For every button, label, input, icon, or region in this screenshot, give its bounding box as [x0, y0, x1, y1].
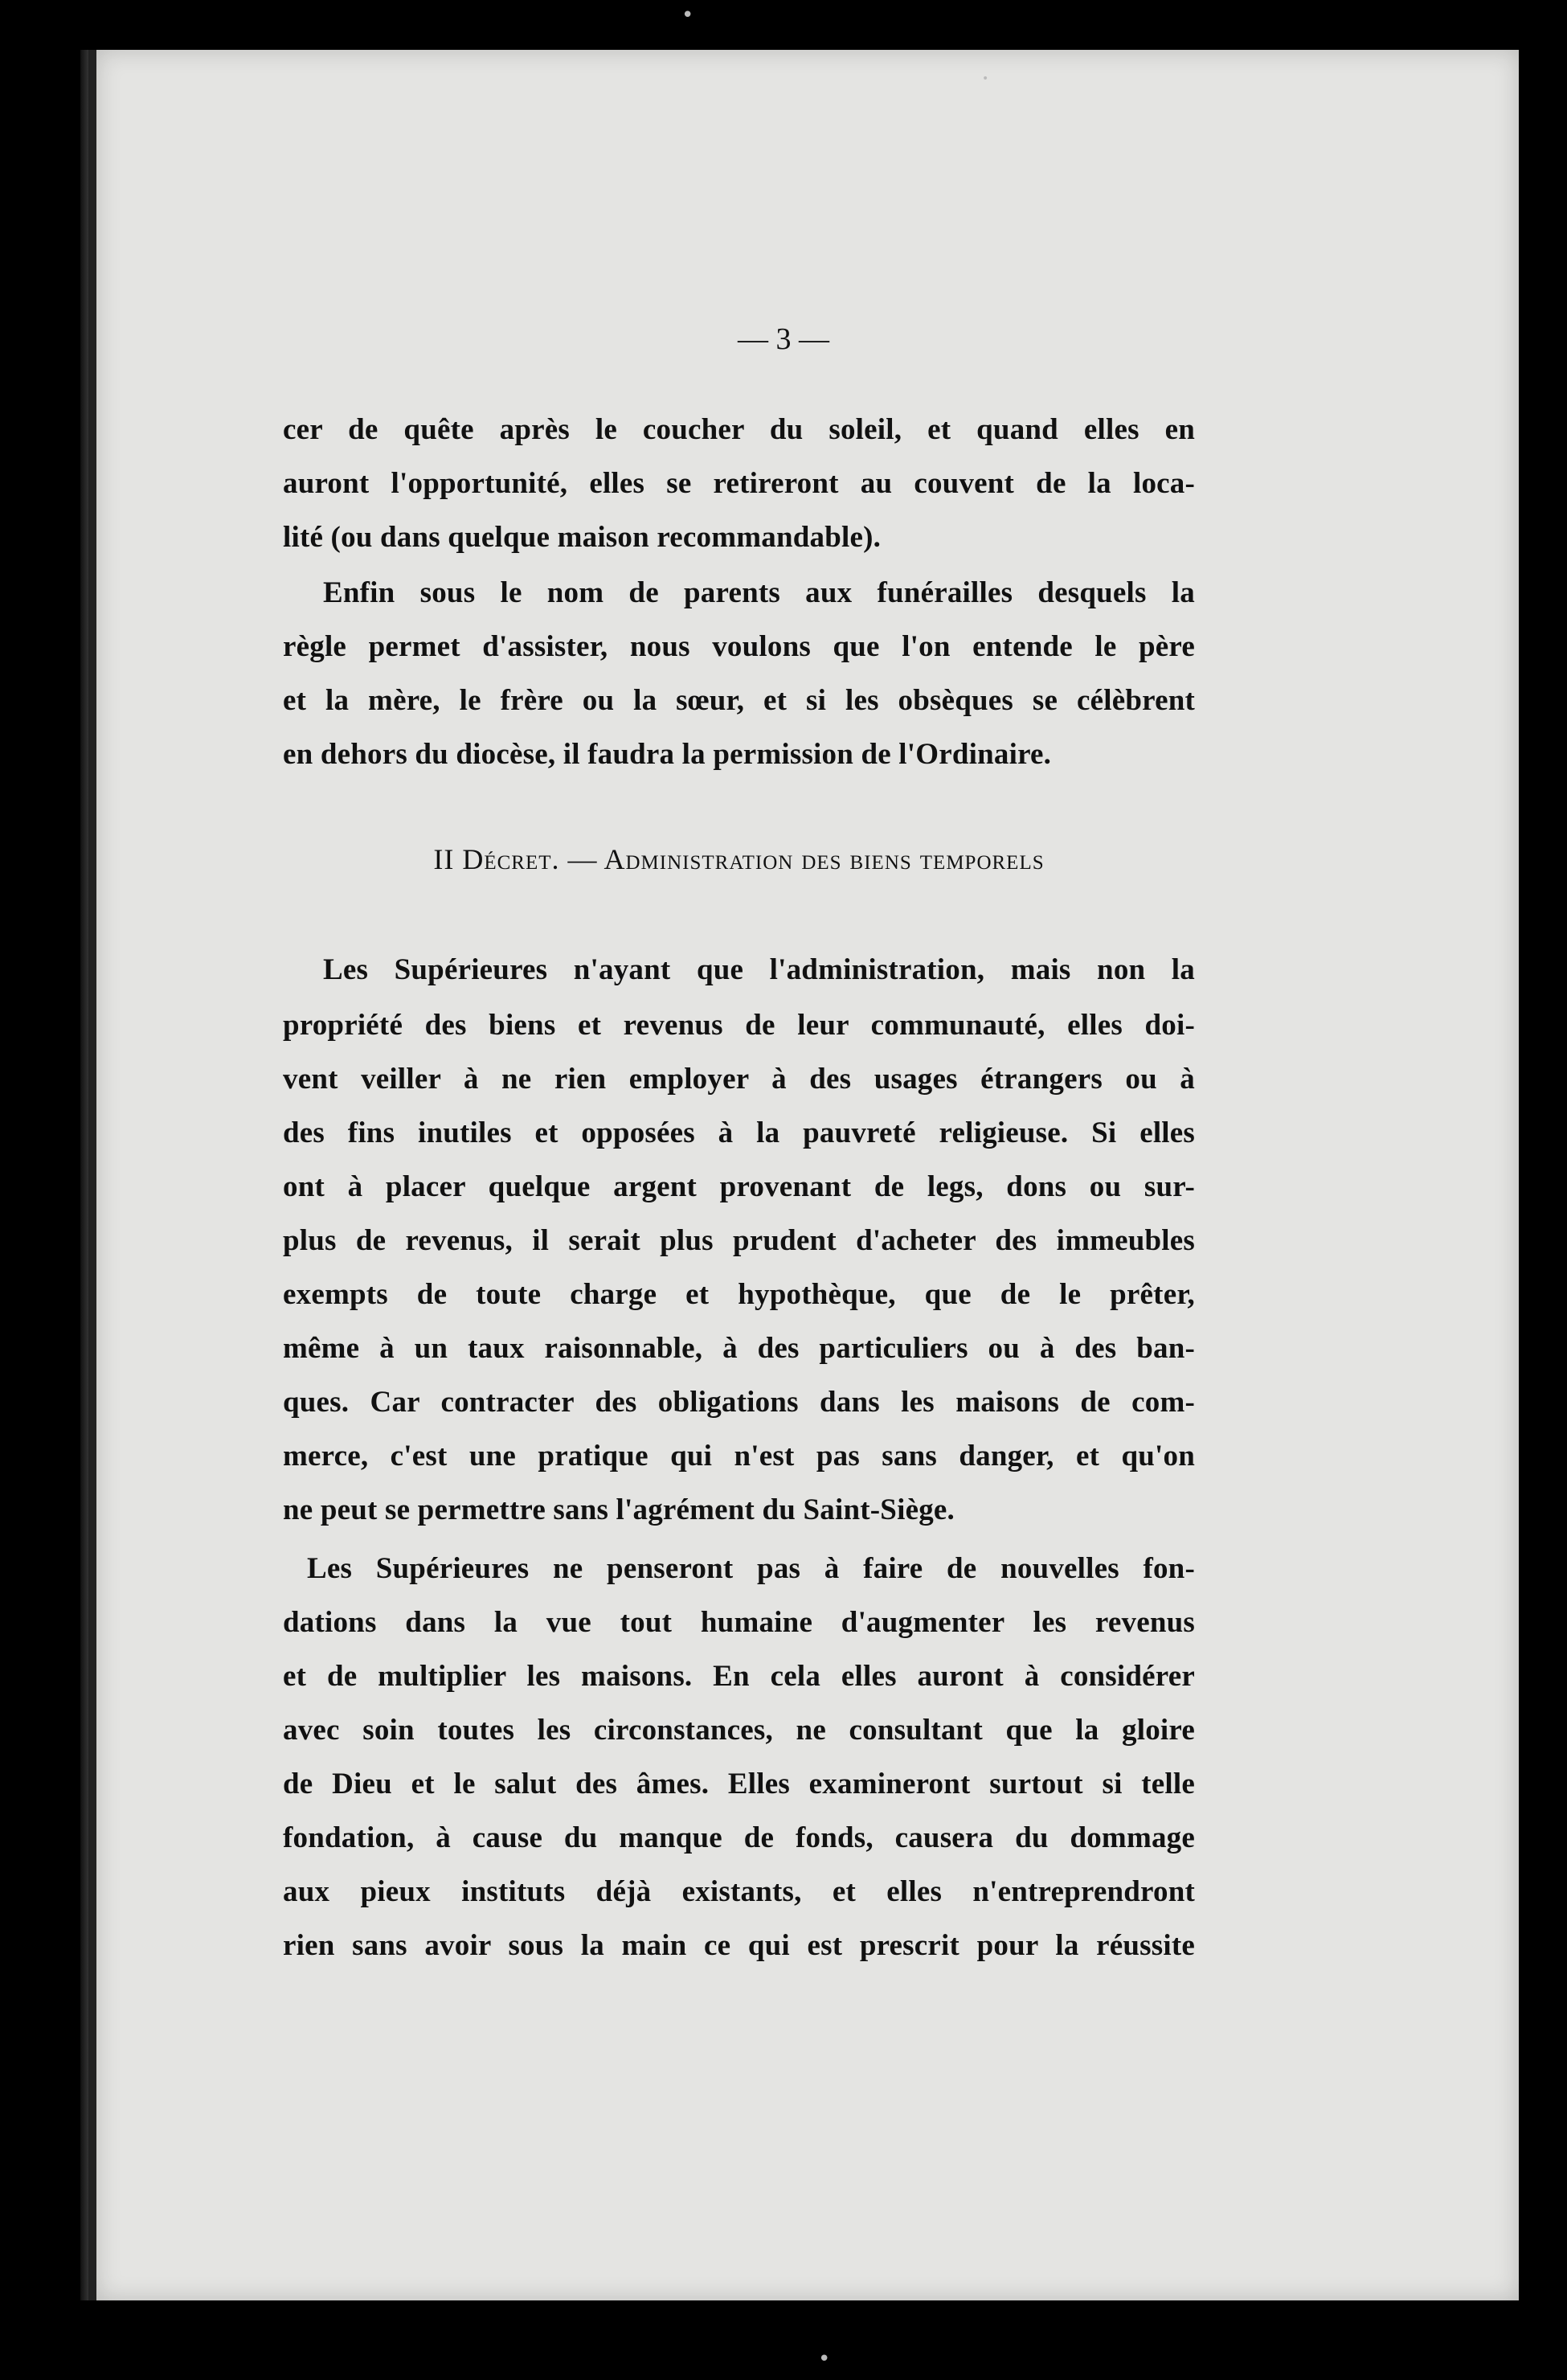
text-line: avec soin toutes les circonstances, ne consultant que la gloire [283, 1714, 1195, 1747]
speck-bottom: • [818, 2347, 831, 2371]
text-line: vent veiller à ne rien employer à des usages étrangers ou à [283, 1063, 1195, 1096]
text-line: Les Supérieures n'ayant que l'administration, mais non la [323, 953, 1195, 986]
text-line: aux pieux instituts déjà existants, et elles n'entreprendront [283, 1875, 1195, 1908]
text-line: Les Supérieures ne penseront pas à faire de nouvelles fon- [307, 1552, 1195, 1585]
speck-upper: • [982, 72, 989, 85]
text-line: rien sans avoir sous la main ce qui est prescrit pour la réussite [283, 1929, 1195, 1962]
text-line: en dehors du diocèse, il faudra la permission de l'Ordinaire. [283, 738, 1052, 771]
speck-top: • [681, 3, 694, 27]
text-line: merce, c'est une pratique qui n'est pas sans danger, et qu'on [283, 1440, 1195, 1473]
page-number: — 3 — [738, 322, 829, 356]
text-line: et la mère, le frère ou la sœur, et si les obsèques se célèbrent [283, 684, 1195, 717]
text-line: lité (ou dans quelque maison recommandable). [283, 521, 882, 554]
text-line: propriété des biens et revenus de leur communauté, elles doi- [283, 1009, 1195, 1042]
text-line: des fins inutiles et opposées à la pauvreté religieuse. Si elles [283, 1116, 1195, 1149]
text-line: ont à placer quelque argent provenant de legs, dons ou sur- [283, 1170, 1195, 1203]
text-line: Enfin sous le nom de parents aux funérailles desquels la [323, 576, 1195, 609]
text-line: même à un taux raisonnable, à des particuliers ou à des ban- [283, 1332, 1195, 1365]
text-line: plus de revenus, il serait plus prudent d'acheter des immeubles [283, 1224, 1195, 1257]
text-line: ne peut se permettre sans l'agrément du Saint-Siège. [283, 1493, 955, 1526]
text-line: exempts de toute charge et hypothèque, que de le prêter, [283, 1278, 1195, 1311]
text-line: règle permet d'assister, nous voulons que l'on entende le père [283, 630, 1195, 663]
text-line: de Dieu et le salut des âmes. Elles examineront surtout si telle [283, 1768, 1195, 1800]
text-line: fondation, à cause du manque de fonds, causera du dommage [283, 1821, 1195, 1854]
text-line: cer de quête après le coucher du soleil, et quand elles en [283, 413, 1195, 446]
section-heading: II Décret. — Administration des biens temporels [433, 843, 1045, 875]
text-line: auront l'opportunité, elles se retireront au couvent de la loca- [283, 467, 1195, 500]
text-line: ques. Car contracter des obligations dans les maisons de com- [283, 1386, 1195, 1419]
text-line: dations dans la vue tout humaine d'augmenter les revenus [283, 1606, 1195, 1639]
text-line: et de multiplier les maisons. En cela elles auront à considérer [283, 1660, 1195, 1693]
